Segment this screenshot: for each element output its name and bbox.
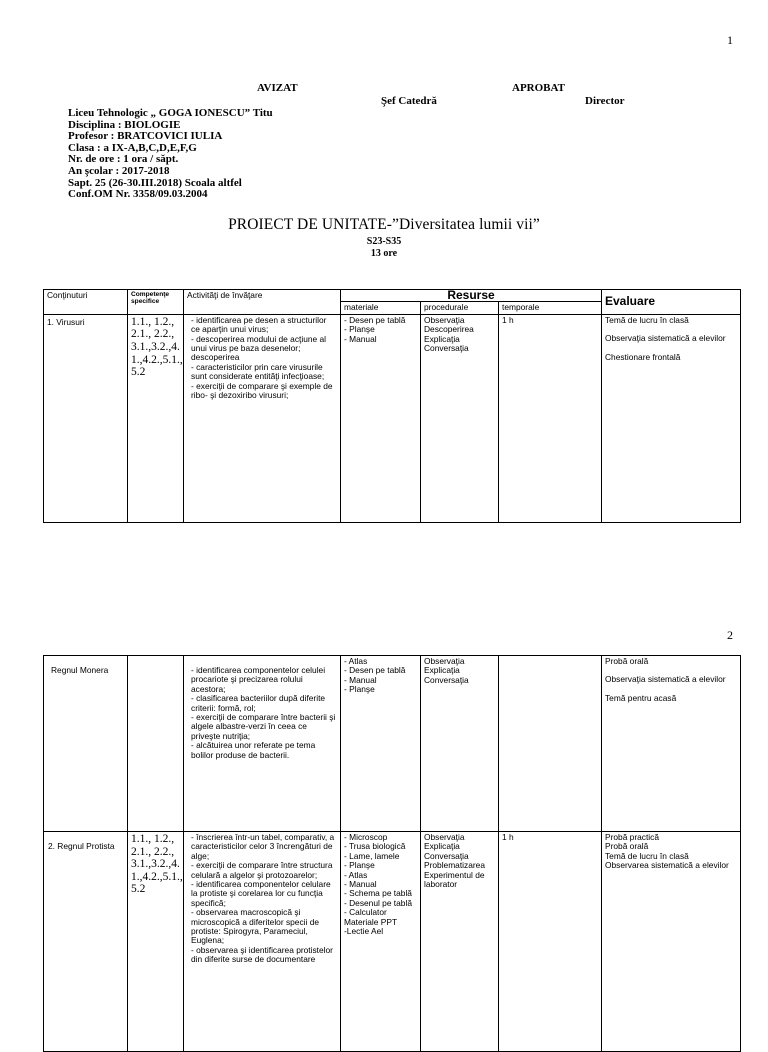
header-procedurale: procedurale bbox=[421, 302, 499, 314]
cell-activitati bbox=[184, 314, 341, 522]
cell-materiale bbox=[341, 656, 421, 832]
cell-competente bbox=[128, 656, 184, 832]
competenta-line: 1.,4.2.,5.1., bbox=[131, 353, 183, 366]
page-number: 2 bbox=[727, 628, 733, 642]
activitate-item: descoperirea bbox=[191, 352, 240, 363]
avizat-label: AVIZAT bbox=[257, 82, 298, 94]
activitate-item: - observarea macroscopică şi microscopică a diferitelor specii de protiste: Spirogyra, Parameciul, Euglena; bbox=[191, 907, 320, 946]
cell-activitati bbox=[184, 656, 341, 832]
activitate-item: - observarea şi identificarea protistelor din diferite surse de documentare bbox=[191, 944, 333, 965]
procedura-item: Explicaţia bbox=[424, 333, 460, 344]
cell-temporale: 1 h bbox=[499, 314, 602, 522]
info-line-week: Sapt. 25 (26-30.III.2018) Scoala altfel bbox=[68, 176, 242, 189]
material-item: - Schema pe tablă bbox=[344, 888, 412, 899]
evaluare-item: Temă pentru acasă bbox=[605, 692, 677, 703]
competenta-line: 3.1.,3.2.,4. bbox=[131, 341, 180, 353]
activitate-item: - exerciţii de comparare şi exemple de ribo- şi dezoxiribo virusuri; bbox=[191, 380, 333, 401]
sef-catedra-label: Şef Catedră bbox=[381, 95, 437, 107]
material-item: - Lame, lamele bbox=[344, 850, 400, 861]
activitate-item: - caracteristicilor prin care virusurile sunt considerate entităţi infecţioase; bbox=[191, 361, 325, 382]
material-item: - Desenul pe tablă bbox=[344, 897, 412, 908]
aprobat-label: APROBAT bbox=[512, 82, 565, 94]
procedura-item: Problematizarea bbox=[424, 860, 485, 871]
procedura-item: Experimentul de laborator bbox=[424, 869, 485, 890]
info-line-order: Conf.OM Nr. 3358/09.03.2004 bbox=[68, 188, 208, 201]
evaluare-item: Probă practică bbox=[605, 832, 659, 842]
info-line-school-year: An şcolar : 2017-2018 bbox=[68, 164, 170, 177]
activitate-item: - descoperirea modului de acţiune al unui virus pe baza desenelor; bbox=[191, 333, 327, 354]
material-item: - Planşe bbox=[344, 860, 375, 871]
cell-continut: Regnul Monera bbox=[44, 656, 128, 832]
header-continuturi: Conţinuturi bbox=[44, 290, 128, 315]
info-line-school: Liceu Tehnologic „ GOGA IONESCU” Titu bbox=[68, 107, 273, 119]
info-line-teacher: Profesor : BRATCOVICI IULIA bbox=[68, 130, 223, 143]
competenta-line: 3.1.,3.2.,4. bbox=[131, 858, 180, 871]
page-number: 1 bbox=[727, 33, 733, 47]
procedura-item: Explicaţia bbox=[424, 841, 460, 852]
material-item: - Manual bbox=[344, 879, 377, 890]
activitate-item: - identificarea componentelor celulare la protiste şi corelarea lor cu funcţia specifică; bbox=[191, 879, 331, 908]
evaluare-item: Probă orală bbox=[605, 841, 649, 852]
material-item: - Planşe bbox=[344, 684, 375, 695]
procedura-item: Descoperirea bbox=[424, 324, 474, 335]
header-temporale: temporale bbox=[499, 302, 602, 314]
material-item: Materiale PPT bbox=[344, 916, 398, 927]
material-item: -Lectie Ael bbox=[344, 926, 384, 937]
material-item: - Trusa biologică bbox=[344, 841, 406, 852]
activitate-item: - înscrierea într-un tabel, comparativ, a caracteristicilor celor 3 încrengături de alge; bbox=[191, 832, 335, 861]
cell-evaluare bbox=[602, 656, 741, 832]
document-title: PROIECT DE UNITATE-”Diversitatea lumii vii” bbox=[228, 216, 540, 233]
cell-temporale bbox=[499, 656, 602, 832]
material-item: - Manual bbox=[344, 674, 377, 685]
header-materiale: materiale bbox=[341, 302, 421, 314]
cell-activitati bbox=[184, 832, 341, 1052]
cell-procedurale bbox=[421, 314, 499, 522]
cell-evaluare bbox=[602, 832, 741, 1052]
procedura-item: Conversaţia bbox=[424, 343, 469, 354]
cell-evaluare bbox=[602, 314, 741, 522]
unit-plan-table-page1 bbox=[43, 289, 741, 523]
header-activitati: Activităţi de învăţare bbox=[184, 290, 341, 315]
cell-materiale bbox=[341, 832, 421, 1052]
procedura-item: Observaţia bbox=[424, 832, 465, 842]
cell-continut: 1. Virusuri bbox=[44, 314, 128, 522]
material-item: - Planşe bbox=[344, 324, 375, 335]
competenta-line: 5.2 bbox=[131, 883, 146, 896]
evaluare-item: Probă orală bbox=[605, 656, 649, 666]
evaluare-item: Observaţia sistematică a elevilor bbox=[605, 333, 726, 344]
activitate-item: - clasificarea bacteriilor după diferite criterii: formă, rol; bbox=[191, 693, 326, 713]
header-competente: Competenţe specifice bbox=[128, 290, 184, 315]
evaluare-item: Temă de lucru în clasă bbox=[605, 314, 689, 325]
cell-temporale: 1 h bbox=[499, 832, 602, 1052]
director-label: Director bbox=[585, 95, 625, 107]
activitate-item: - identificarea pe desen a structurilor ce aparţin unui virus; bbox=[191, 314, 327, 335]
material-item: - Calculator bbox=[344, 907, 387, 918]
material-item: - Desen pe tablă bbox=[344, 665, 406, 676]
weeks-range: S23-S35 bbox=[366, 236, 402, 247]
cell-procedurale bbox=[421, 832, 499, 1052]
procedura-item: Explicaţia bbox=[424, 665, 460, 676]
cell-materiale bbox=[341, 314, 421, 522]
procedura-item: Observaţia bbox=[424, 314, 465, 325]
competenta-line: 2.1., 2.2., bbox=[131, 845, 175, 858]
material-item: - Microscop bbox=[344, 832, 388, 842]
material-item: - Desen pe tablă bbox=[344, 314, 406, 325]
school-info-block bbox=[68, 108, 273, 201]
competenta-line: 1.1., 1.2., bbox=[131, 833, 175, 845]
procedura-item: Conversaţia bbox=[424, 674, 469, 685]
info-line-hours: Nr. de ore : 1 ora / săpt. bbox=[68, 153, 179, 166]
activitate-item: - exerciţii de comparare între bacterii şi algele albastre-verzi în ceea ce priveşte nutriţia; bbox=[191, 712, 336, 741]
header-resurse: Resurse bbox=[341, 290, 602, 302]
material-item: - Atlas bbox=[344, 869, 368, 880]
evaluare-item: Chestionare frontală bbox=[605, 351, 681, 362]
activitate-item: - alcătuirea unor referate pe tema bolilor produse de bacterii. bbox=[191, 740, 316, 760]
material-item: - Manual bbox=[344, 333, 377, 344]
header-evaluare: Evaluare bbox=[602, 290, 741, 315]
competenta-line: 1.,4.2.,5.1., bbox=[131, 870, 183, 883]
competenta-line: 2.1., 2.2., bbox=[131, 328, 175, 341]
evaluare-item: Observaţia sistematică a elevilor bbox=[605, 674, 726, 685]
evaluare-item: Observarea sistematică a elevilor bbox=[605, 860, 729, 871]
cell-procedurale bbox=[421, 656, 499, 832]
procedura-item: Conversaţia bbox=[424, 850, 469, 861]
info-line-discipline: Disciplina : BIOLOGIE bbox=[68, 118, 181, 131]
competenta-line: 5.2 bbox=[131, 366, 146, 379]
cell-competente bbox=[128, 832, 184, 1052]
total-hours: 13 ore bbox=[370, 248, 398, 259]
competenta-line: 1.1., 1.2., bbox=[131, 315, 175, 328]
cell-continut: 2. Regnul Protista bbox=[44, 832, 128, 1052]
material-item: - Atlas bbox=[344, 656, 368, 666]
evaluare-item: Temă de lucru în clasă bbox=[605, 850, 689, 861]
info-line-class: Clasa : a IX-A,B,C,D,E,F,G bbox=[68, 141, 197, 154]
activitate-item: - exerciţii de comparare între structura celulară a algelor şi protozoarelor; bbox=[191, 860, 333, 880]
procedura-item: Observaţia bbox=[424, 656, 465, 666]
activitate-item: - identificarea componentelor celulei procariote şi precizarea rolului acestora; bbox=[191, 665, 326, 694]
unit-plan-table-page2 bbox=[43, 655, 741, 1052]
cell-competente bbox=[128, 314, 184, 522]
